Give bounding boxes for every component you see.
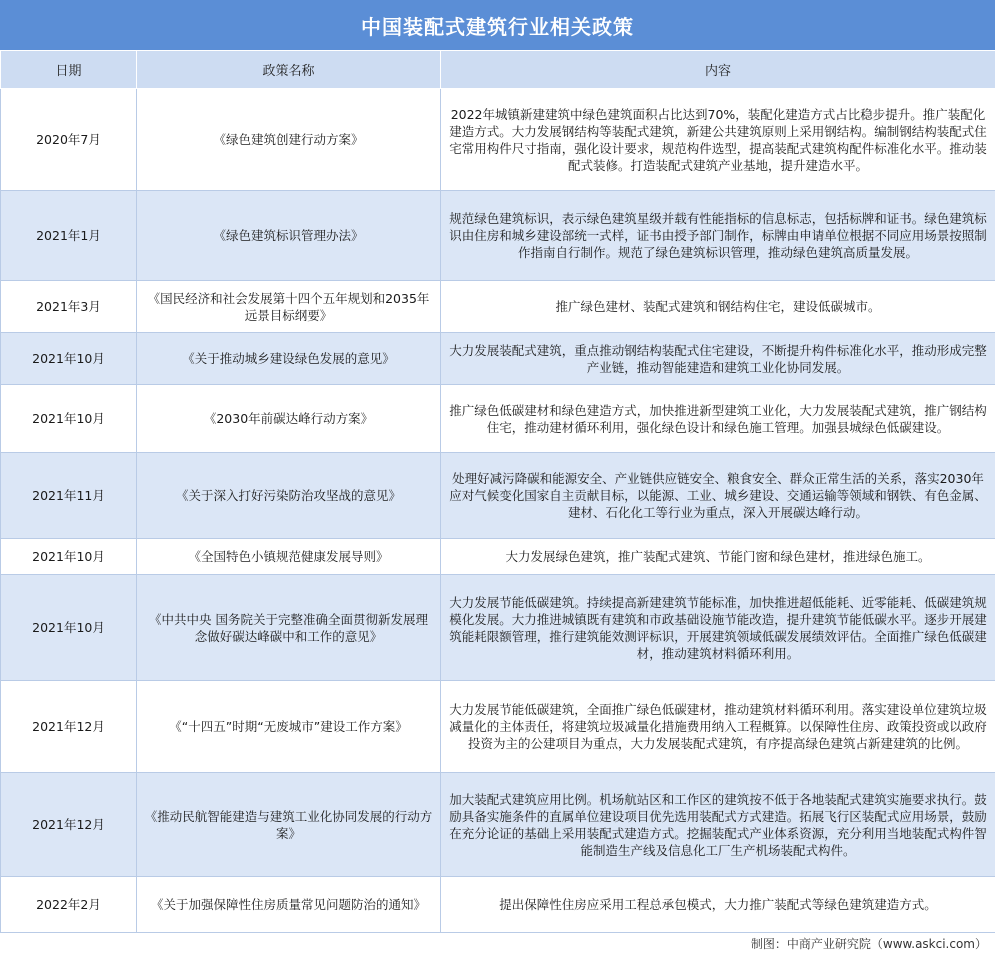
source-credit: 制图：中商产业研究院（www.askci.com） [750, 937, 987, 951]
table-row [1, 453, 995, 539]
row-content: 加大装配式建筑应用比例。机场航站区和工作区的建筑按不低于各地装配式建筑实施要求执行。鼓励具备实施条件的直属单位建设项目优先选用装配式方式建造。拓展飞行区装配式应用场景，鼓励在充分论证的基础上采用装配式建造方式。挖掘装配式产业体系资源，充分利用当地装配式构件智能制造生产线及信息化工厂生产机场装配式构件。 [441, 773, 995, 877]
table-row [1, 681, 995, 773]
table-row [1, 575, 995, 681]
row-policy-name: 《国民经济和社会发展第十四个五年规划和2035年远景目标纲要》 [137, 281, 441, 333]
row-content: 规范绿色建筑标识，表示绿色建筑星级并载有性能指标的信息标志，包括标牌和证书。绿色建筑标识由住房和城乡建设部统一式样，证书由授予部门制作，标牌由申请单位根据不同应用场景按照制作指南自行制作。规范了绿色建筑标识管理，推动绿色建筑高质量发展。 [441, 191, 995, 281]
row-policy-name: 《绿色建筑标识管理办法》 [137, 191, 441, 281]
row-content: 大力发展节能低碳建筑。持续提高新建建筑节能标准，加快推进超低能耗、近零能耗、低碳建筑规模化发展。大力推进城镇既有建筑和市政基础设施节能改造，提升建筑节能低碳水平。逐步开展建筑能耗限额管理，推行建筑能效测评标识，开展建筑领域低碳发展绩效评估。全面推广绿色低碳建材，推动建筑材料循环利用。 [441, 575, 995, 681]
row-content: 2022年城镇新建建筑中绿色建筑面积占比达到70%，装配化建造方式占比稳步提升。推广装配化建造方式。大力发展钢结构等装配式建筑，新建公共建筑原则上采用钢结构。编制钢结构装配式住宅常用构件尺寸指南，强化设计要求，规范构件选型，提高装配式建筑构配件标准化水平。推动装配式装修。打造装配式建筑产业基地，提升建造水平。 [441, 89, 995, 191]
table-row [1, 333, 995, 385]
row-date: 2021年10月 [1, 575, 137, 681]
row-content: 大力发展节能低碳建筑，全面推广绿色低碳建材，推动建筑材料循环利用。落实建设单位建筑垃圾减量化的主体责任，将建筑垃圾减量化措施费用纳入工程概算。以保障性住房、政策投资或以政府投资为主的公建项目为重点，大力发展装配式建筑，有序提高绿色建筑占新建建筑的比例。 [441, 681, 995, 773]
table-row [1, 89, 995, 191]
row-date: 2021年10月 [1, 539, 137, 575]
table-row [1, 773, 995, 877]
row-policy-name: 《2030年前碳达峰行动方案》 [137, 385, 441, 453]
table-row [1, 281, 995, 333]
table-row [1, 877, 995, 933]
table-row [1, 385, 995, 453]
header-content: 内容 [441, 51, 995, 89]
table-row [1, 539, 995, 575]
row-policy-name: 《中共中央 国务院关于完整准确全面贯彻新发展理念做好碳达峰碳中和工作的意见》 [137, 575, 441, 681]
row-policy-name: 《关于加强保障性住房质量常见问题防治的通知》 [137, 877, 441, 933]
header-name: 政策名称 [137, 51, 441, 89]
row-content: 推广绿色建材、装配式建筑和钢结构住宅，建设低碳城市。 [441, 281, 995, 333]
row-content: 大力发展装配式建筑，重点推动钢结构装配式住宅建设，不断提升构件标准化水平，推动形成完整产业链，推动智能建造和建筑工业化协同发展。 [441, 333, 995, 385]
row-date: 2021年12月 [1, 773, 137, 877]
row-policy-name: 《绿色建筑创建行动方案》 [137, 89, 441, 191]
row-policy-name: 《“十四五”时期“无废城市”建设工作方案》 [137, 681, 441, 773]
row-date: 2021年11月 [1, 453, 137, 539]
row-content: 推广绿色低碳建材和绿色建造方式，加快推进新型建筑工业化，大力发展装配式建筑，推广钢结构住宅，推动建材循环利用，强化绿色设计和绿色施工管理。加强县城绿色低碳建设。 [441, 385, 995, 453]
page-title: 中国装配式建筑行业相关政策 [0, 0, 995, 50]
row-date: 2021年10月 [1, 333, 137, 385]
table-header-row [1, 51, 995, 89]
row-policy-name: 《全国特色小镇规范健康发展导则》 [137, 539, 441, 575]
table-row [1, 191, 995, 281]
row-date: 2020年7月 [1, 89, 137, 191]
row-date: 2021年10月 [1, 385, 137, 453]
row-policy-name: 《关于深入打好污染防治攻坚战的意见》 [137, 453, 441, 539]
policy-table [0, 50, 995, 933]
row-date: 2021年3月 [1, 281, 137, 333]
row-date: 2022年2月 [1, 877, 137, 933]
row-content: 提出保障性住房应采用工程总承包模式，大力推广装配式等绿色建筑建造方式。 [441, 877, 995, 933]
row-policy-name: 《推动民航智能建造与建筑工业化协同发展的行动方案》 [137, 773, 441, 877]
row-date: 2021年1月 [1, 191, 137, 281]
row-content: 处理好减污降碳和能源安全、产业链供应链安全、粮食安全、群众正常生活的关系，落实2030年应对气候变化国家自主贡献目标，以能源、工业、城乡建设、交通运输等领域和钢铁、有色金属、建材、石化化工等行业为重点，深入开展碳达峰行动。 [441, 453, 995, 539]
header-date: 日期 [1, 51, 137, 89]
row-content: 大力发展绿色建筑，推广装配式建筑、节能门窗和绿色建材，推进绿色施工。 [441, 539, 995, 575]
row-date: 2021年12月 [1, 681, 137, 773]
row-policy-name: 《关于推动城乡建设绿色发展的意见》 [137, 333, 441, 385]
